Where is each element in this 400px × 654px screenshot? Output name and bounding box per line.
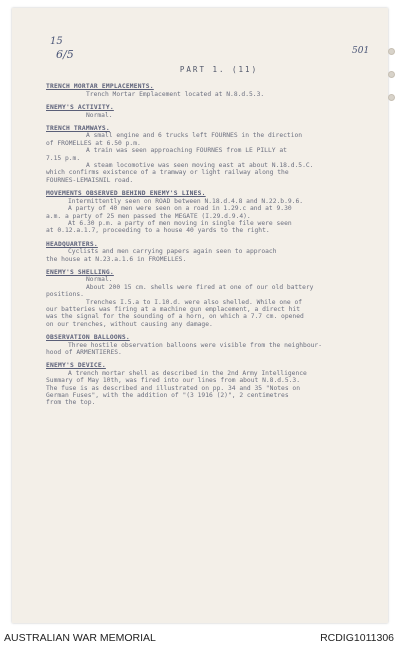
footer-id: RCDIG1011306	[320, 632, 394, 644]
binding-hole	[388, 94, 395, 101]
section-heading: ENEMY'S DEVICE.	[46, 362, 106, 370]
body-line: Trench Mortar Emplacement located at N.8.d.5.3.	[86, 90, 265, 98]
section-spacer	[46, 119, 362, 122]
body-line: from the top.	[46, 399, 96, 407]
body-line: The fuse is as described and illustrated on pp. 34 and 35 "Notes on	[46, 384, 301, 392]
body-line: at 0.12.a.1.7, proceeding to a house 40 yards to the right.	[46, 227, 270, 235]
body-line: Three hostile observation balloons were visible from the neighbour-	[68, 341, 323, 349]
section-spacer	[46, 356, 362, 359]
section-heading: ENEMY'S SHELLING.	[46, 268, 114, 276]
section-spacer	[46, 184, 362, 187]
body-line: of FROMELLES at 6.50 p.m.	[46, 139, 141, 147]
body-line: a.m. a party of 25 men passed the MEGATE (I.29.d.9.4).	[46, 212, 251, 220]
footer-source: AUSTRALIAN WAR MEMORIAL	[4, 632, 156, 644]
body-line: Normal.	[86, 276, 113, 284]
binding-holes	[388, 48, 394, 117]
body-line: A train was seen approaching FOURNES from LE PILLY at	[86, 147, 287, 155]
body-line: Summary of May 10th, was fired into our lines from about N.8.d.5.3.	[46, 377, 301, 385]
body-line: About 200 15 cm. shells were fired at one of our old battery	[86, 283, 314, 291]
handwritten-number: 6/5	[56, 48, 74, 61]
section-heading: TRENCH TRAMWAYS.	[46, 125, 110, 133]
body-line: At 6.30 p.m. a party of men moving in single file were seen	[68, 219, 292, 227]
body-line: German Fuses", with the addition of "(3 1916 (2)", 2 centimetres	[46, 392, 289, 400]
body-line: the house at N.23.a.1.6 in FROMELLES.	[46, 255, 187, 263]
body-line: FOURNES-LEMAISNIL road.	[46, 176, 134, 184]
section-heading: OBSERVATION BALLOONS.	[46, 334, 130, 342]
body-line: Cyclists and men carrying papers again seen to approach	[68, 248, 277, 256]
body-line: A trench mortar shell as described in the 2nd Army Intelligence	[68, 369, 307, 377]
section-spacer	[46, 263, 362, 266]
handwritten-number: 501	[352, 46, 370, 56]
body-line: positions.	[46, 291, 84, 299]
body-line: A small engine and 6 trucks left FOURNES in the direction	[86, 132, 303, 140]
binding-hole	[388, 71, 395, 78]
handwritten-number: 15	[50, 36, 63, 47]
body-line: Trenches I.5.a to I.10.d. were also shelled. While one of	[86, 298, 303, 306]
body-line: A party of 40 men were seen on a road in 1.29.c and at 9.30	[68, 205, 292, 213]
body-line: which confirms existence of a tramway or light railway along the	[46, 169, 289, 177]
section-heading: TRENCH MORTAR EMPLACEMENTS.	[46, 83, 154, 91]
section-heading: MOVEMENTS OBSERVED BEHIND ENEMY'S LINES.	[46, 190, 206, 198]
document-body	[46, 66, 362, 410]
binding-hole	[388, 48, 395, 55]
body-line: 7.15 p.m.	[46, 154, 81, 162]
body-line: our batteries was firing at a machine gun emplacement, a direct hit	[46, 305, 301, 313]
section-spacer	[46, 98, 362, 101]
body-line: A steam locomotive was seen moving east at about N.18.d.5.C.	[86, 162, 314, 170]
body-line: was the signal for the sounding of a horn, on which a 7.7 cm. opened	[46, 313, 304, 321]
section-heading: HEADQUARTERS.	[46, 240, 98, 248]
section-spacer	[46, 407, 362, 410]
page-title: PART 1. (11)	[179, 65, 259, 74]
body-line: hood of ARMENTIERES.	[46, 349, 122, 356]
sections	[46, 83, 362, 409]
section-heading: ENEMY'S ACTIVITY.	[46, 104, 114, 112]
body-line: Normal.	[86, 111, 113, 119]
section-spacer	[46, 328, 362, 331]
section-spacer	[46, 235, 362, 238]
body-line: on our trenches, without causing any damage.	[46, 320, 213, 328]
body-line: Intermittently seen on ROAD between N.18.d.4.8 and N.22.b.9.6.	[68, 197, 304, 205]
